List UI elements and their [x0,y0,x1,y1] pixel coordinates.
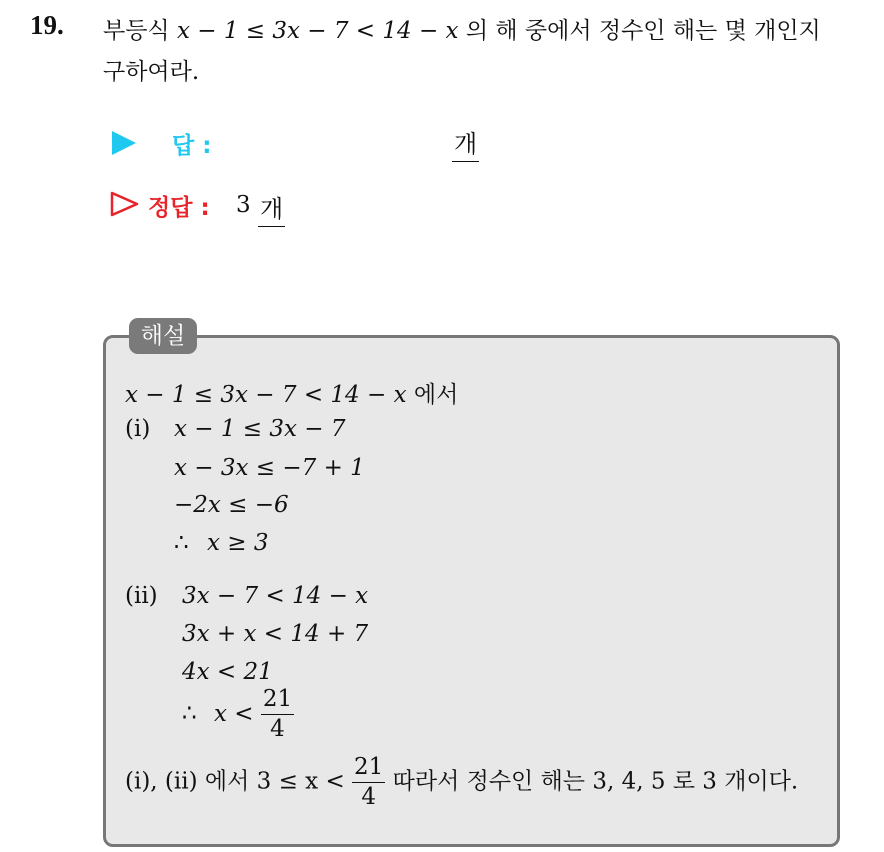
solution-tab: 해설 [129,318,197,354]
question-line-2: 구하여라. [103,59,200,85]
case2-fraction-numerator: 21 [261,688,294,715]
conclusion-suffix: 따라서 정수인 해는 3, 4, 5 로 3 개이다. [392,768,799,795]
conclusion-fraction [352,756,385,809]
case2-step-1: 3x − 7 < 14 − x [182,583,369,609]
solution-conclusion [125,756,798,809]
conclusion-fraction-denominator: 4 [361,784,376,810]
case2-step-3: 4x < 21 [182,659,273,685]
correct-answer-label: 정답 : [148,195,210,221]
answer-unit: 개 [454,130,478,158]
case2-marker: (ii) [125,583,158,609]
solution-intro-suffix: 에서 [413,382,459,408]
case1-step-1: x − 1 ≤ 3x − 7 [174,416,346,442]
case2-result-lhs: x < [213,700,254,727]
correct-answer-value: 3 [236,192,251,218]
answer-blank[interactable] [452,124,479,162]
question-inequality: x − 1 ≤ 3x − 7 < 14 − x [176,18,459,44]
question-prefix: 부등식 [103,18,170,44]
question-line-1 [103,12,821,45]
case1-step-2: x − 3x ≤ −7 + 1 [174,455,365,481]
answer-label: 답 : [172,133,212,159]
conclusion-prefix: (i), (ii) 에서 3 ≤ x < [125,768,345,795]
case2-result [182,688,294,741]
case2-therefore: ∴ [182,700,197,727]
case2-fraction-denominator: 4 [270,716,285,742]
question-number: 19. [30,10,64,40]
question-suffix: 의 해 중에서 정수인 해는 몇 개인지 [465,18,821,44]
solution-intro [125,376,458,409]
play-triangle-icon [112,131,136,155]
case2-fraction [261,688,294,741]
case1-therefore: ∴ [174,530,189,556]
case2-step-2: 3x + x < 14 + 7 [182,621,369,647]
conclusion-fraction-numerator: 21 [352,756,385,783]
correct-answer-unit: 개 [258,189,285,227]
case1-step-3: −2x ≤ −6 [174,492,289,518]
case1-result: x ≥ 3 [207,530,269,556]
solution-inequality: x − 1 ≤ 3x − 7 < 14 − x [125,382,407,408]
outline-triangle-icon [110,191,140,217]
case1-marker: (i) [125,416,151,442]
